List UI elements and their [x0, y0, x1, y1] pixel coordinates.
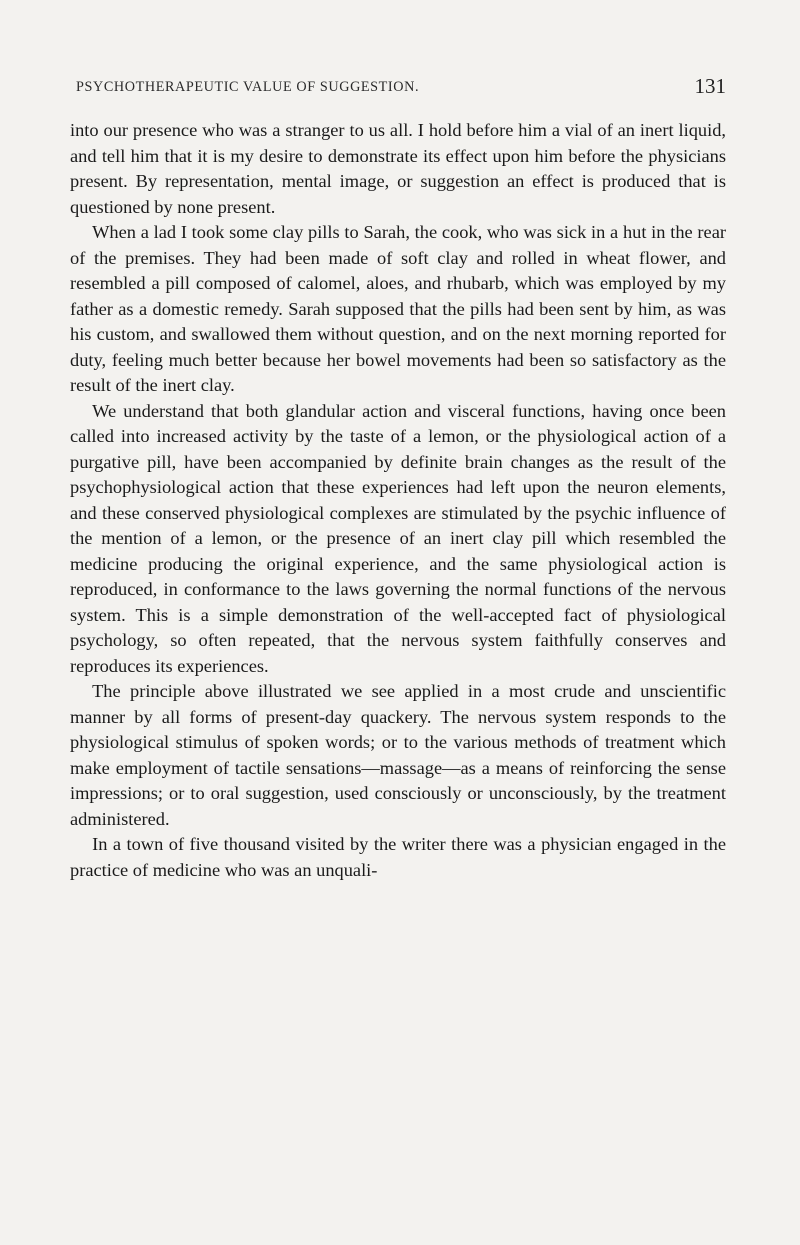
body-text — [70, 118, 726, 883]
paragraph-town-physician: In a town of five thousand visited by the writer there was a physician engaged in the practice of medicine who was an unquali- — [70, 834, 726, 880]
book-page — [70, 72, 726, 883]
page-number: 131 — [694, 74, 726, 98]
paragraph-clay-pills: When a lad I took some clay pills to Sarah, the cook, who was sick in a hut in the rear of the premises. They had been made of soft clay and rolled in wheat flower, and resembled a pill composed of calomel, aloes, and rhubarb, which was employed by my father as a domestic remedy. Sarah supposed that the pills had been sent by him, as was his custom, and swallowed them without question, and on the next morning reported for duty, feeling much better because her bowel movements had been so satisfactory as the result of the inert clay. — [70, 222, 726, 395]
paragraph-glandular-action: We understand that both glandular action and visceral functions, having once been called into increased activity by the taste of a lemon, or the physiological action of a purgative pill, have been accompanied by definite brain changes as the result of the psychophysiological action that these experiences had left upon the neuron elements, and these conserved physiological complexes are stimulated by the psychic influence of the mention of a lemon, or the presence of an inert clay pill which resembled the medicine producing the original experience, and the same physiological action is reproduced, in conformance to the laws governing the normal functions of the nervous system. This is a simple demonstration of the well-accepted fact of physiological psychology, so often repeated, that the nervous system faithfully conserves and reproduces its experiences. — [70, 400, 726, 676]
paragraph-quackery: The principle above illustrated we see applied in a most crude and unscientific manner by all forms of present-day quackery. The nervous system responds to the physiological stimulus of spoken words; or to the various methods of treatment which make employment of tactile sensations—massage—as a means of reinforcing the sense impressions; or to oral suggestion, used consciously or unconsciously, by the treatment administered. — [70, 681, 726, 829]
running-head: PSYCHOTHERAPEUTIC VALUE OF SUGGESTION. — [76, 79, 420, 95]
page-header — [70, 72, 726, 106]
paragraph-continuation: into our presence who was a stranger to us all. I hold before him a vial of an inert liquid, and tell him that it is my desire to demonstrate its effect upon him before the physicians present. By representation, mental image, or suggestion an effect is produced that is questioned by none present. — [70, 120, 726, 217]
